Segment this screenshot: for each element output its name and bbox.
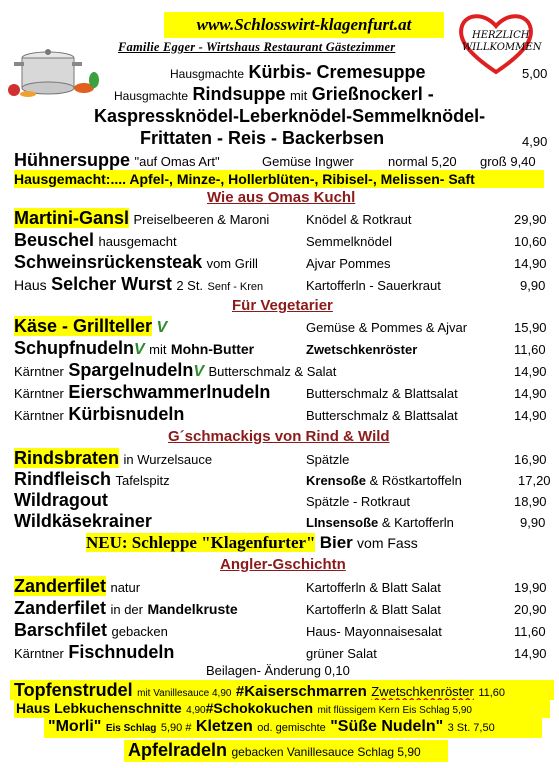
item-name: Schweinsrückensteak	[14, 252, 203, 272]
vegetarian-icon: V	[156, 319, 168, 336]
dessert-name: "Morli"	[48, 718, 102, 735]
item-name: Kürbisnudeln	[68, 404, 185, 424]
header-subtitle: Familie Egger - Wirtshaus Restaurant Gästezimmer	[118, 40, 396, 54]
item-side: Kartofferln - Sauerkraut	[306, 278, 441, 293]
item-price: 20,90	[514, 602, 547, 617]
menu-item	[14, 576, 140, 597]
soup-name: Rindsuppe	[192, 84, 286, 104]
item-price: 11,60	[514, 342, 546, 357]
dessert-line-2	[14, 700, 550, 718]
item-name: Barschfilet	[14, 620, 108, 640]
item-name: Fischnudeln	[68, 642, 175, 662]
badge-text-2: WILLKOMMEN	[462, 42, 542, 53]
item-name: Zanderfilet	[14, 576, 107, 596]
item-side: Semmelknödel	[306, 234, 392, 249]
item-desc: hausgemacht	[98, 234, 177, 249]
item-name: Schupfnudeln	[14, 338, 134, 358]
item-side: Butterschmalz & Blattsalat	[306, 408, 458, 423]
item-side-rest: & Röstkartoffeln	[369, 473, 462, 488]
item-name: Spargelnudeln	[68, 360, 194, 380]
item-price: 11,60	[514, 624, 546, 639]
dessert-desc: mit Vanillesauce 4,90	[137, 688, 232, 699]
menu-item	[14, 208, 269, 229]
item-side	[306, 515, 454, 530]
item-name: Zanderfilet	[14, 598, 107, 618]
dessert-price: 11,60	[478, 687, 506, 699]
item-price: 18,90	[514, 494, 547, 509]
item-side: Haus- Mayonnaisesalat	[306, 624, 442, 639]
item-name: Wildragout	[14, 490, 108, 510]
soup-extra: Gemüse Ingwer	[262, 154, 354, 169]
item-desc: 2 St.	[176, 278, 204, 293]
menu-item	[14, 511, 152, 532]
menu-item	[14, 360, 336, 381]
menu-item	[14, 338, 254, 359]
badge-text-1: HERZLICH	[472, 30, 530, 41]
menu-item	[14, 448, 212, 469]
dessert-desc: mit flüssigem Kern Eis Schlag 5,90	[317, 705, 472, 716]
menu-item	[14, 252, 258, 273]
soup-kuerbis-price: 5,00	[522, 66, 548, 81]
item-side: Ajvar Pommes	[306, 256, 391, 271]
soup-name: Kürbis- Cremesuppe	[248, 62, 426, 82]
soup-rind-line3: Frittaten - Reis - Backerbsen	[140, 128, 385, 148]
website-text: www.Schlosswirt-klagenfurt.at	[196, 15, 412, 34]
soup-pot-illustration	[4, 44, 104, 98]
item-price: 14,90	[514, 646, 547, 661]
item-prefix: Kärntner	[14, 364, 64, 379]
dessert-price: 5,90 #	[160, 722, 192, 734]
section-angler: Angler-Gschichtn	[220, 556, 346, 573]
dessert-name: Haus Lebkuchenschnitte	[16, 700, 182, 716]
item-price: 14,90	[514, 256, 547, 271]
dessert-name: Topfenstrudel	[14, 680, 133, 700]
menu-item	[14, 642, 174, 663]
website-banner	[164, 12, 444, 38]
vegetarian-icon: V	[193, 363, 205, 380]
soup-mit: mit	[289, 88, 308, 103]
soup-prefix: Hausgmachte	[114, 89, 189, 103]
soup-prefix: Hausgmachte	[170, 67, 245, 81]
item-desc: in Wurzelsauce	[123, 452, 213, 467]
section-vegetarier: Für Vegetarier	[232, 297, 333, 314]
item-side-bold: Krensoße	[306, 473, 366, 488]
soup-rind	[114, 84, 434, 105]
soup-rind-price: 4,90	[522, 134, 548, 149]
menu-item	[14, 598, 238, 619]
dessert-price: 3 St. 7,50	[447, 722, 495, 734]
item-desc: gebacken	[111, 624, 168, 639]
beilagen-note: Beilagen- Änderung 0,10	[206, 663, 350, 678]
menu-item	[14, 316, 167, 337]
dessert-name: #Kaiserschmarren	[235, 683, 367, 700]
item-price: 14,90	[514, 408, 547, 423]
dessert-line-3	[44, 718, 542, 738]
item-side-bold: LInsensoße	[306, 515, 379, 530]
item-prefix: Kärntner	[14, 386, 64, 401]
item-side: Butterschmalz & Blattsalat	[306, 386, 458, 401]
item-side: Kartofferln & Blatt Salat	[306, 580, 441, 595]
item-prefix: Kärntner	[14, 408, 64, 423]
dessert-desc: gebacken Vanillesauce Schlag 5,90	[231, 745, 421, 759]
item-price: 10,60	[514, 234, 547, 249]
vegetarian-icon: V	[134, 341, 145, 358]
item-price: 9,90	[520, 278, 546, 293]
menu-item	[14, 230, 177, 251]
dessert-name: Kletzen	[195, 718, 253, 735]
menu-item	[14, 469, 170, 490]
item-side: Spätzle	[306, 452, 350, 467]
item-desc-bold: Mandelkruste	[147, 601, 238, 617]
menu-item	[14, 274, 263, 295]
soup-rind-line2: Kaspressknödel-Leberknödel-Semmelknödel-	[94, 106, 486, 126]
item-price: 15,90	[514, 320, 547, 335]
item-prefix: Kärntner	[14, 646, 64, 661]
dessert-desc: Eis Schlag	[105, 723, 157, 734]
dessert-name: Apfelradeln	[128, 740, 228, 760]
item-price: 17,20	[518, 473, 551, 488]
item-side: Zwetschkenröster	[306, 342, 418, 357]
soup-desc: "auf Omas Art"	[134, 154, 220, 169]
section-rind-wild: G´schmackigs von Rind & Wild	[168, 428, 390, 445]
item-desc: Butterschmalz & Salat	[208, 364, 337, 379]
item-name: Rindsbraten	[14, 448, 120, 468]
item-desc: Tafelspitz	[115, 473, 170, 488]
item-side: grüner Salat	[306, 646, 377, 661]
item-name: Martini-Gansl	[14, 208, 130, 228]
item-name: Selcher Wurst	[51, 274, 172, 294]
dessert-price: 4,90	[186, 705, 206, 716]
menu-item	[14, 620, 168, 641]
soup-name: Hühnersuppe	[14, 150, 131, 170]
hausgemacht-banner: Hausgemacht:.... Apfel-, Minze-, Hollerblüten-, Ribisel-, Melissen- Saft	[14, 170, 544, 188]
item-desc: vom Grill	[206, 256, 258, 271]
dessert-desc: od. gemischte	[257, 722, 326, 734]
item-name: Wildkäsekrainer	[14, 511, 152, 531]
dessert-name: "Süße Nudeln"	[330, 718, 444, 735]
soup-kuerbis	[170, 62, 426, 83]
item-desc: in der	[110, 602, 143, 617]
item-price: 19,90	[514, 580, 547, 595]
item-side: Gemüse & Pommes & Ajvar	[306, 320, 468, 335]
item-name: Beuschel	[14, 230, 95, 250]
item-side: Spätzle - Rotkraut	[306, 494, 411, 509]
item-price: 14,90	[514, 386, 547, 401]
soup-huehner	[14, 150, 220, 171]
dessert-desc: Zwetschkenröster	[371, 684, 474, 699]
soup-gross: groß 9,40	[480, 154, 536, 169]
menu-item	[14, 404, 184, 425]
item-desc2: Senf - Kren	[207, 281, 264, 293]
item-side: Knödel & Rotkraut	[306, 212, 412, 227]
item-name: Eierschwammerlnudeln	[68, 382, 271, 402]
item-side-rest: & Kartofferln	[381, 515, 454, 530]
item-mit: mit	[149, 342, 167, 357]
soup-rest: Grießnockerl -	[311, 84, 434, 104]
menu-item	[14, 382, 270, 403]
item-prefix: Haus	[14, 277, 47, 293]
item-name: Käse - Grillteller	[14, 316, 153, 336]
item-price: 9,90	[520, 515, 546, 530]
neu-lead: NEU: Schleppe "Klagenfurter"	[86, 533, 316, 552]
dessert-line-1	[10, 680, 554, 700]
item-price: 29,90	[514, 212, 547, 227]
neu-rest: vom Fass	[357, 535, 418, 551]
item-desc: Preiselbeeren & Maroni	[133, 212, 270, 227]
dessert-name: #Schokokuchen	[205, 700, 313, 716]
item-name: Rindfleisch	[14, 469, 112, 489]
item-desc: natur	[110, 580, 141, 595]
soup-pot-icon	[4, 44, 104, 98]
section-omas-kuchl: Wie aus Omas Kuchl	[207, 189, 356, 206]
soup-normal: normal 5,20	[388, 154, 457, 169]
menu-item	[14, 490, 108, 511]
neu-bier-banner	[86, 533, 418, 553]
item-desc: Mohn-Butter	[170, 341, 255, 357]
item-price: 14,90	[514, 364, 547, 379]
item-side	[306, 473, 462, 488]
item-side: Kartofferln & Blatt Salat	[306, 602, 441, 617]
item-price: 16,90	[514, 452, 547, 467]
neu-bier: Bier	[319, 533, 353, 552]
dessert-line-4	[124, 740, 448, 762]
